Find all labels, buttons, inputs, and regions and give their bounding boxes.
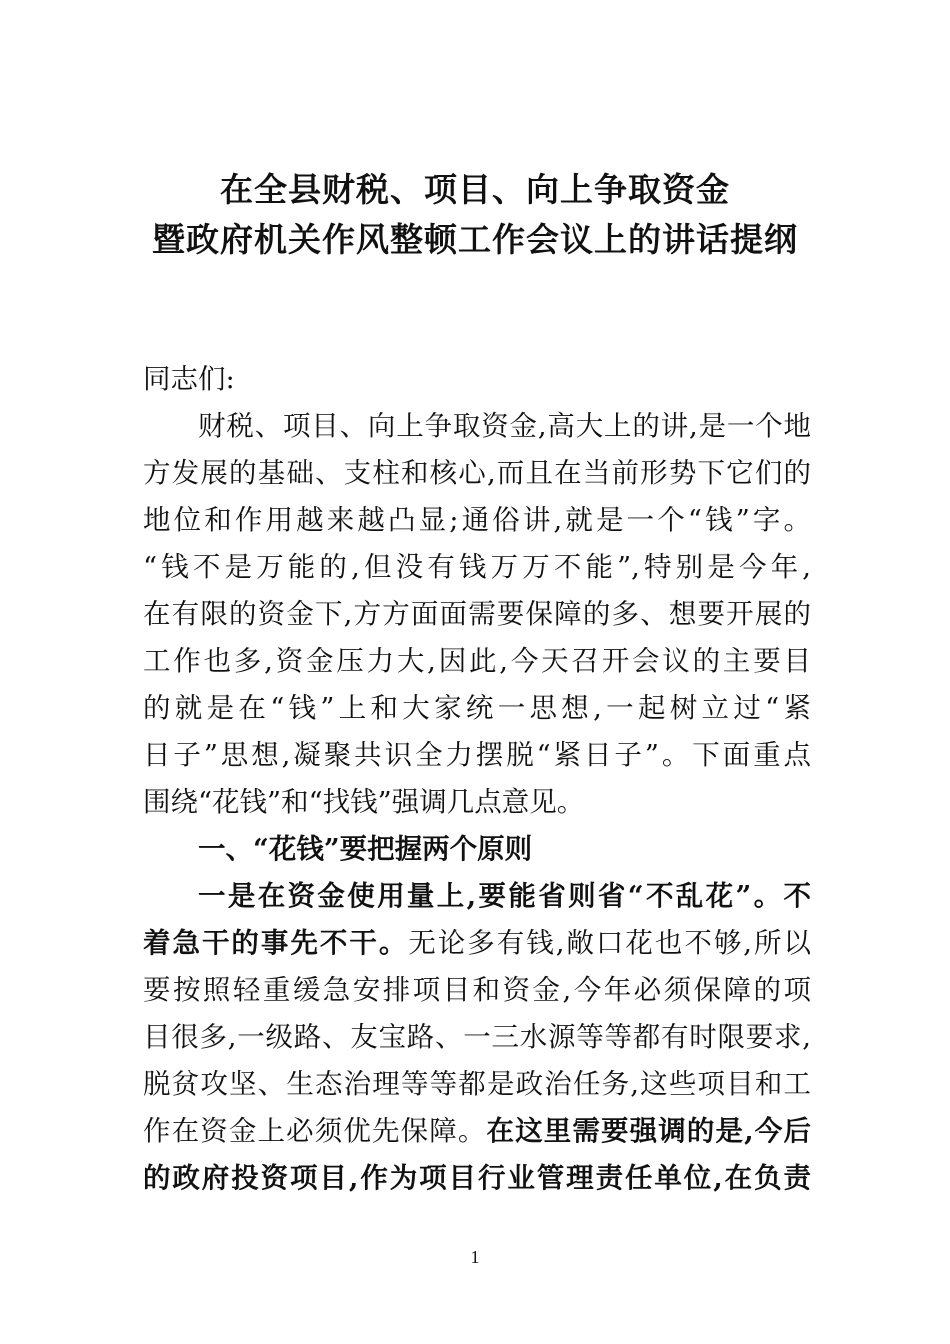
document-body bbox=[143, 403, 811, 1202]
point-heading: 一是在资金使用量上,要能省则省“不乱花”。不 bbox=[198, 880, 811, 912]
emphasis-text: 在这里需要强调的是,今后 bbox=[486, 1115, 812, 1147]
paragraph-line: 的就是在“钱”上和大家统一思想,一起树立过“紧 bbox=[143, 692, 811, 724]
paragraph-line: 财税、项目、向上争取资金,高大上的讲,是一个地 bbox=[198, 410, 811, 442]
paragraph-line: 日子”思想,凝聚共识全力摆脱“紧日子”。下面重点 bbox=[143, 739, 811, 771]
paragraph-line: 方发展的基础、支柱和核心,而且在当前形势下它们的 bbox=[143, 457, 811, 489]
document-title-line-2: 暨政府机关作风整顿工作会议上的讲话提纲 bbox=[152, 220, 798, 259]
emphasis-line: 的政府投资项目,作为项目行业管理责任单位,在负责 bbox=[143, 1162, 811, 1194]
paragraph-line: 在有限的资金下,方方面面需要保障的多、想要开展的 bbox=[143, 598, 811, 630]
paragraph-line: 要按照轻重缓急安排项目和资金,今年必须保障的项 bbox=[143, 974, 811, 1006]
paragraph-line: 地位和作用越来越凸显;通俗讲,就是一个“钱”字。 bbox=[143, 504, 811, 536]
paragraph-line: 目很多,一级路、友宝路、一三水源等等都有时限要求, bbox=[143, 1021, 811, 1053]
paragraph-line bbox=[143, 920, 811, 967]
page-number: 1 bbox=[470, 1247, 480, 1267]
point-heading-continued: 着急干的事先不干。 bbox=[143, 927, 409, 959]
document-title-line-1: 在全县财税、项目、向上争取资金 bbox=[220, 170, 730, 209]
paragraph-line bbox=[143, 1108, 811, 1155]
paragraph-line: “钱不是万能的,但没有钱万万不能”,特别是今年, bbox=[143, 551, 811, 583]
paragraph-text: 无论多有钱,敞口花也不够,所以 bbox=[408, 927, 811, 959]
paragraph-line: 脱贫攻坚、生态治理等等都是政治任务,这些项目和工 bbox=[143, 1068, 811, 1100]
paragraph-text: 作在资金上必须优先保障。 bbox=[143, 1115, 487, 1147]
paragraph-line: 工作也多,资金压力大,因此,今天召开会议的主要目 bbox=[143, 645, 811, 677]
salutation: 同志们: bbox=[143, 363, 235, 395]
section-heading: 一、“花钱”要把握两个原则 bbox=[198, 833, 533, 865]
paragraph-line: 围绕“花钱”和“找钱”强调几点意见。 bbox=[143, 786, 585, 818]
